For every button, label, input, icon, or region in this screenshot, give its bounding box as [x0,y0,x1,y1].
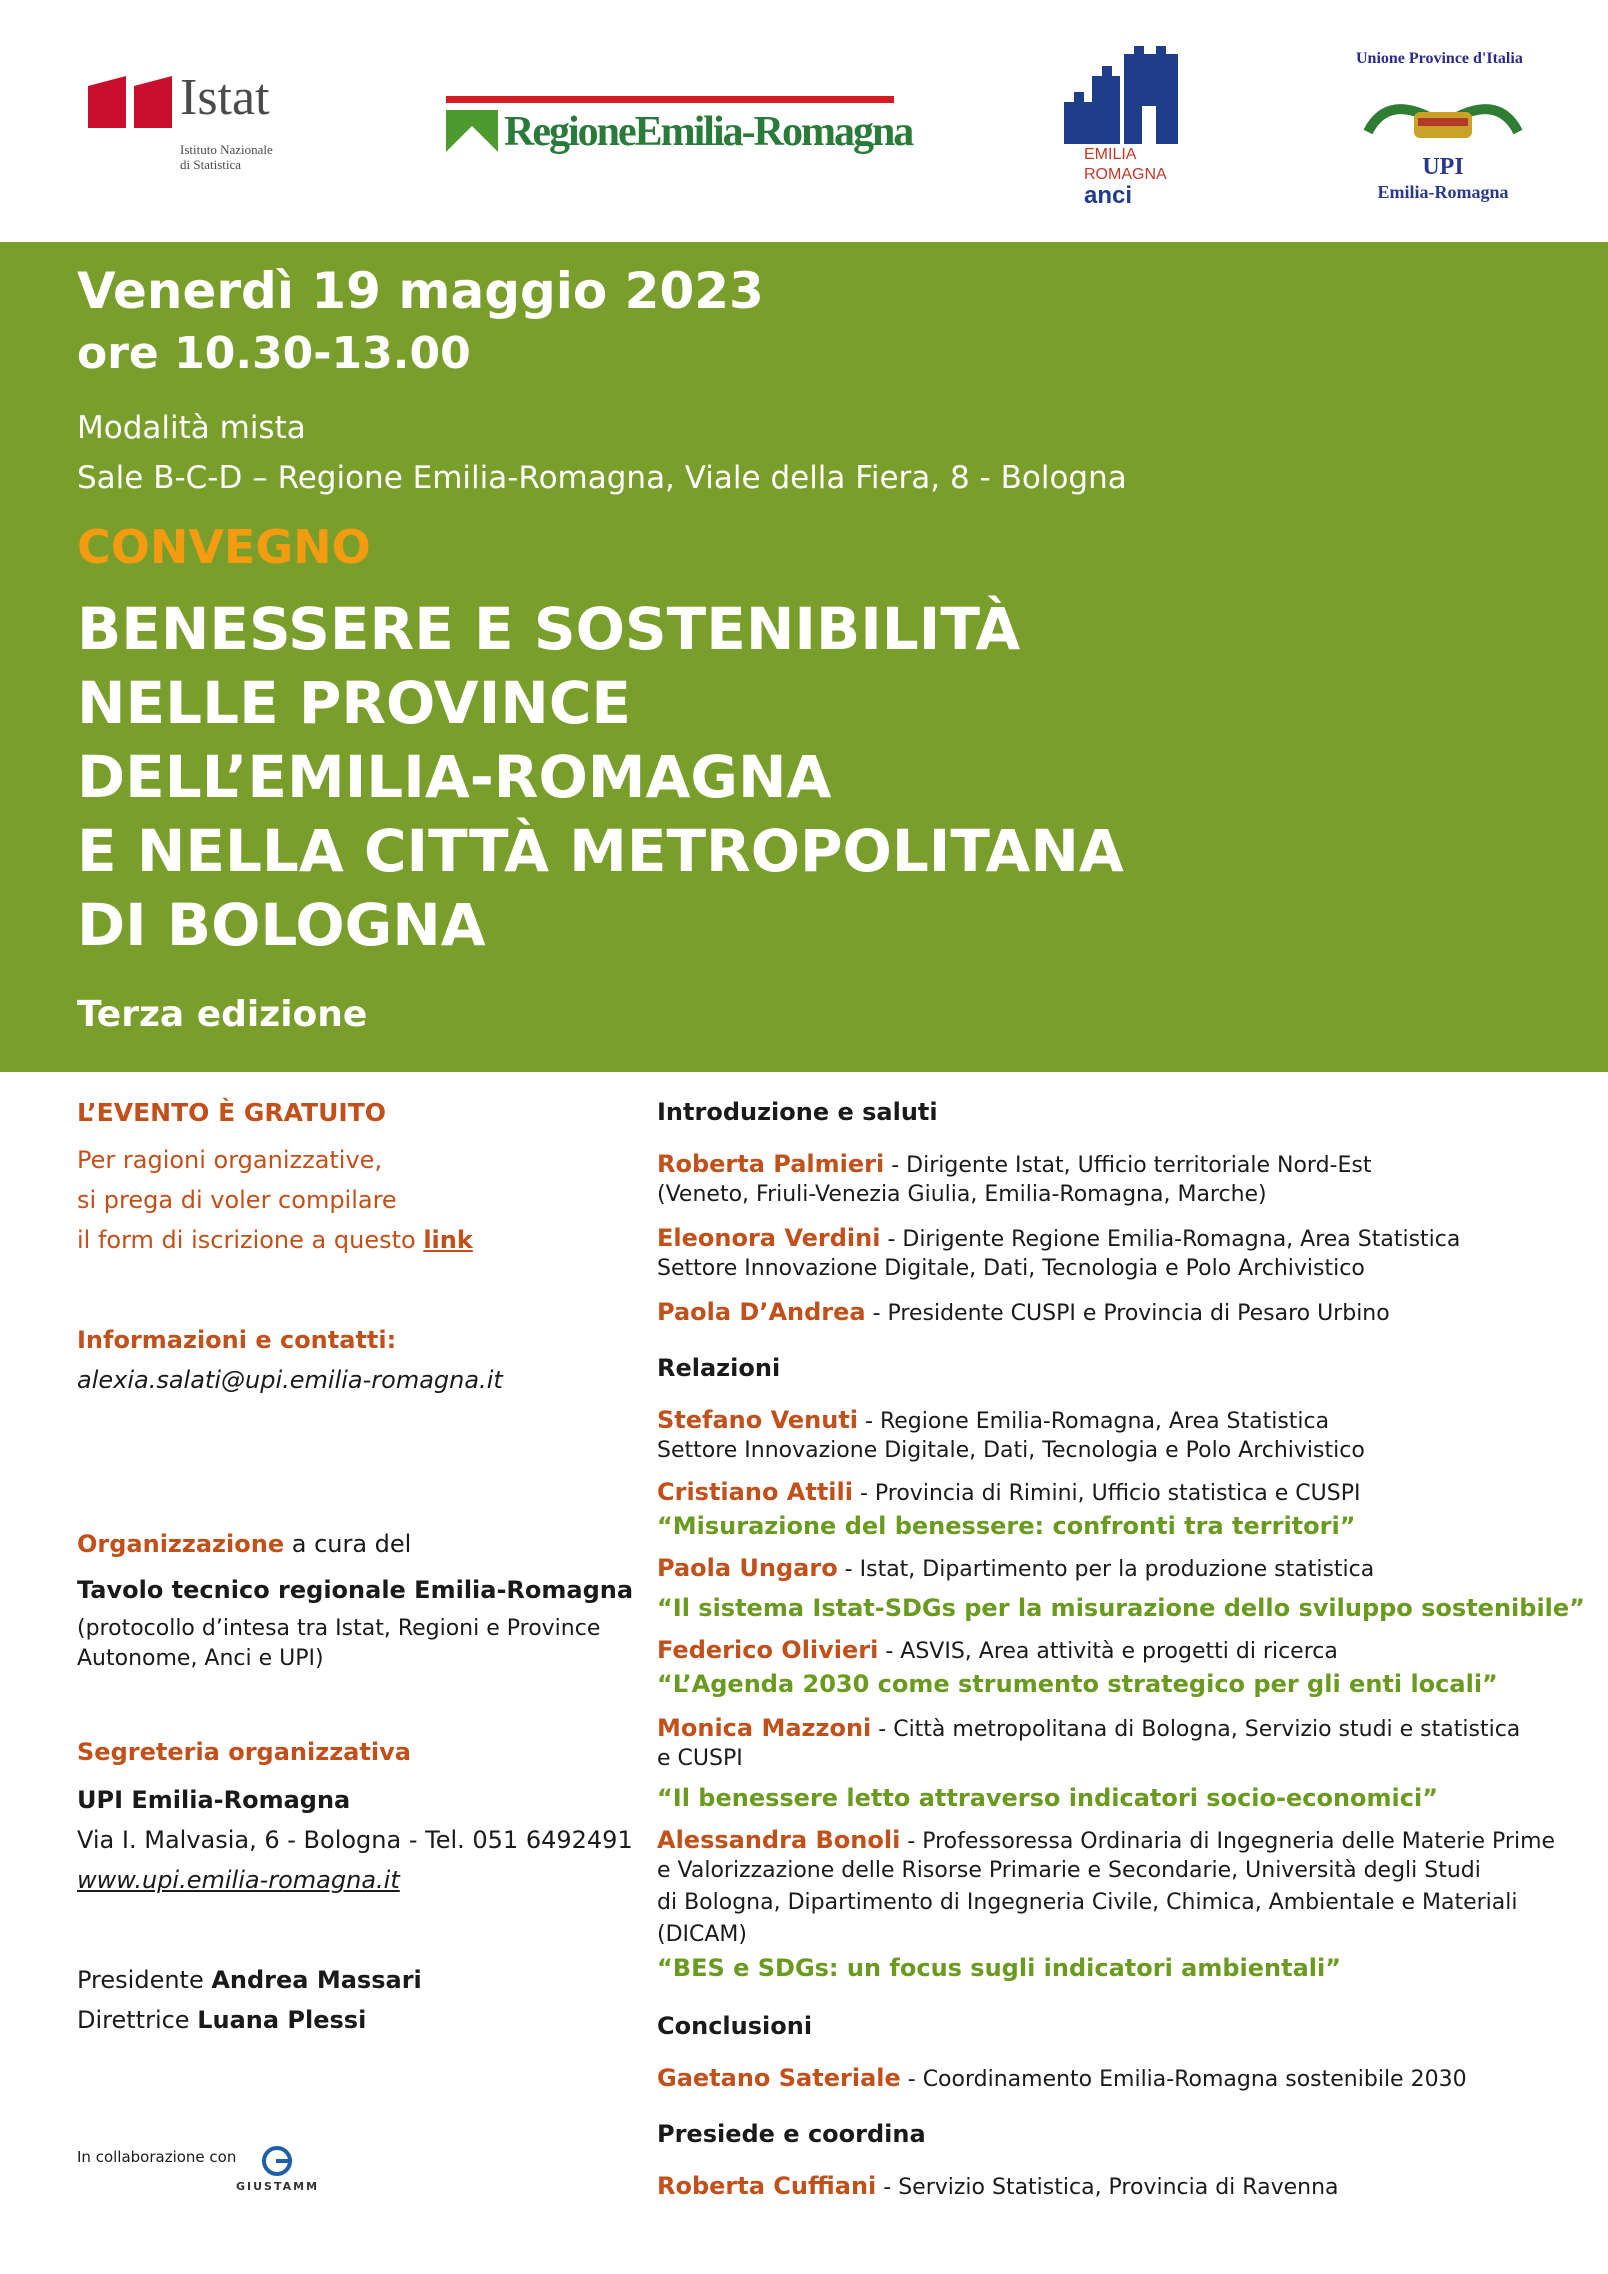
speaker-role: di Bologna, Dipartimento di Ingegneria Civile, Chimica, Ambientale e Materiali [657,1890,1518,1915]
upi-arc-text: Unione Province d'Italia [1356,50,1523,67]
event-mode: Modalità mista [77,410,306,446]
laurel-crown-icon [1358,72,1528,152]
giustamm-mark-icon [262,2146,292,2176]
speaker-line: Alessandra Bonoli - Professoressa Ordinaria di Ingegneria delle Materie Prime [657,1826,1556,1854]
talk-title: “Il sistema Istat-SDGs per la misurazione dello sviluppo sostenibile” [657,1594,1585,1622]
secretariat-website[interactable]: www.upi.emilia-romagna.it [77,1866,400,1894]
contacts-title: Informazioni e contatti: [77,1326,397,1354]
speaker-role: (DICAM) [657,1922,747,1947]
collaboration-label: In collaborazione con [77,2148,237,2166]
speaker-line: Paola Ungaro - Istat, Dipartimento per la produzione statistica [657,1554,1375,1582]
speaker-role: Settore Innovazione Digitale, Dati, Tecnologia e Polo Archivistico [657,1438,1365,1463]
speaker-line: Gaetano Sateriale - Coordinamento Emilia-Romagna sostenibile 2030 [657,2064,1467,2092]
speaker-line: Monica Mazzoni - Città metropolitana di Bologna, Servizio studi e statistica [657,1714,1521,1742]
logo-header [0,0,1608,242]
event-type: CONVEGNO [77,520,371,574]
speaker-role: (Veneto, Friuli-Venezia Giulia, Emilia-Romagna, Marche) [657,1182,1267,1207]
speaker-role: e Valorizzazione delle Risorse Primarie e Secondarie, Università degli Studi [657,1858,1481,1883]
giustamm-name: GIUSTAMM [236,2180,320,2193]
event-title [77,592,1124,962]
free-event-text: si prega di voler compilare [77,1186,397,1214]
talk-title: “Il benessere letto attraverso indicatori socio-economici” [657,1784,1438,1812]
talk-title: “BES e SDGs: un focus sugli indicatori ambientali” [657,1954,1342,1982]
title-line: E NELLA CITTÀ METROPOLITANA [77,817,1124,885]
title-line: NELLE PROVINCE [77,669,632,737]
section-heading: Presiede e coordina [657,2120,926,2148]
regione-flag-icon [446,110,498,152]
regione-logo [446,96,913,162]
istat-name: Istat [180,69,270,126]
free-event-text: il form di iscrizione a questo link [77,1226,473,1254]
castle-icon [1062,46,1192,146]
organization-note: Autonome, Anci e UPI) [77,1646,324,1671]
title-line: BENESSERE E SOSTENIBILITÀ [77,595,1021,663]
title-line: DI BOLOGNA [77,891,486,959]
event-venue: Sale B-C-D – Regione Emilia-Romagna, Viale della Fiera, 8 - Bologna [77,460,1127,496]
secretariat-title: Segreteria organizzativa [77,1738,411,1766]
speaker-role: Settore Innovazione Digitale, Dati, Tecnologia e Polo Archivistico [657,1256,1365,1281]
event-edition: Terza edizione [77,994,368,1035]
speaker-line: Roberta Cuffiani - Servizio Statistica, Provincia di Ravenna [657,2172,1339,2200]
anci-line2: ROMAGNA [1084,166,1167,183]
istat-logo [88,69,278,186]
anci-line3: anci [1084,182,1133,209]
organization-note: (protocollo d’intesa tra Istat, Regioni e Province [77,1616,601,1641]
free-event-text: Per ragioni organizzative, [77,1146,383,1174]
regione-red-line [446,96,894,103]
giustamm-logo [236,2146,326,2196]
speaker-line: Federico Olivieri - ASVIS, Area attività e progetti di ricerca [657,1636,1338,1664]
upi-subtitle: Emilia-Romagna [1377,182,1509,202]
anci-line1: EMILIA [1084,146,1137,163]
speaker-line: Eleonora Verdini - Dirigente Regione Emilia-Romagna, Area Statistica [657,1224,1461,1252]
director: Direttrice Luana Plessi [77,2006,367,2034]
section-heading: Relazioni [657,1354,781,1382]
istat-subtitle: Istituto Nazionale di Statistica [180,142,273,172]
speaker-line: Paola D’Andrea - Presidente CUSPI e Provincia di Pesaro Urbino [657,1298,1390,1326]
anci-logo [1062,46,1192,216]
secretariat-name: UPI Emilia-Romagna [77,1786,351,1814]
event-banner [0,242,1608,1072]
organization-body: Tavolo tecnico regionale Emilia-Romagna [77,1576,634,1604]
title-line: DELL’EMILIA-ROMAGNA [77,743,832,811]
president: Presidente Andrea Massari [77,1966,422,1994]
speaker-line: Cristiano Attili - Provincia di Rimini, Ufficio statistica e CUSPI [657,1478,1361,1506]
event-time: ore 10.30-13.00 [77,328,471,379]
section-heading: Conclusioni [657,2012,813,2040]
regione-name: RegioneEmilia-Romagna [504,109,913,155]
secretariat-address: Via I. Malvasia, 6 - Bologna - Tel. 051 6492491 [77,1826,633,1854]
istat-mark-icon [88,76,174,128]
organization-heading: Organizzazione a cura del [77,1530,412,1558]
event-date: Venerdì 19 maggio 2023 [77,262,764,320]
upi-logo [1348,46,1538,216]
talk-title: “Misurazione del benessere: confronti tra territori” [657,1512,1356,1540]
registration-link[interactable]: link [423,1226,473,1254]
contact-email[interactable]: alexia.salati@upi.emilia-romagna.it [77,1366,503,1394]
speaker-role: e CUSPI [657,1746,743,1771]
speaker-line: Roberta Palmieri - Dirigente Istat, Ufficio territoriale Nord-Est [657,1150,1372,1178]
speaker-line: Stefano Venuti - Regione Emilia-Romagna, Area Statistica [657,1406,1330,1434]
upi-title: UPI [1422,154,1464,180]
section-heading: Introduzione e saluti [657,1098,938,1126]
talk-title: “L’Agenda 2030 come strumento strategico per gli enti locali” [657,1670,1498,1698]
free-event-title: L’EVENTO È GRATUITO [77,1098,387,1127]
